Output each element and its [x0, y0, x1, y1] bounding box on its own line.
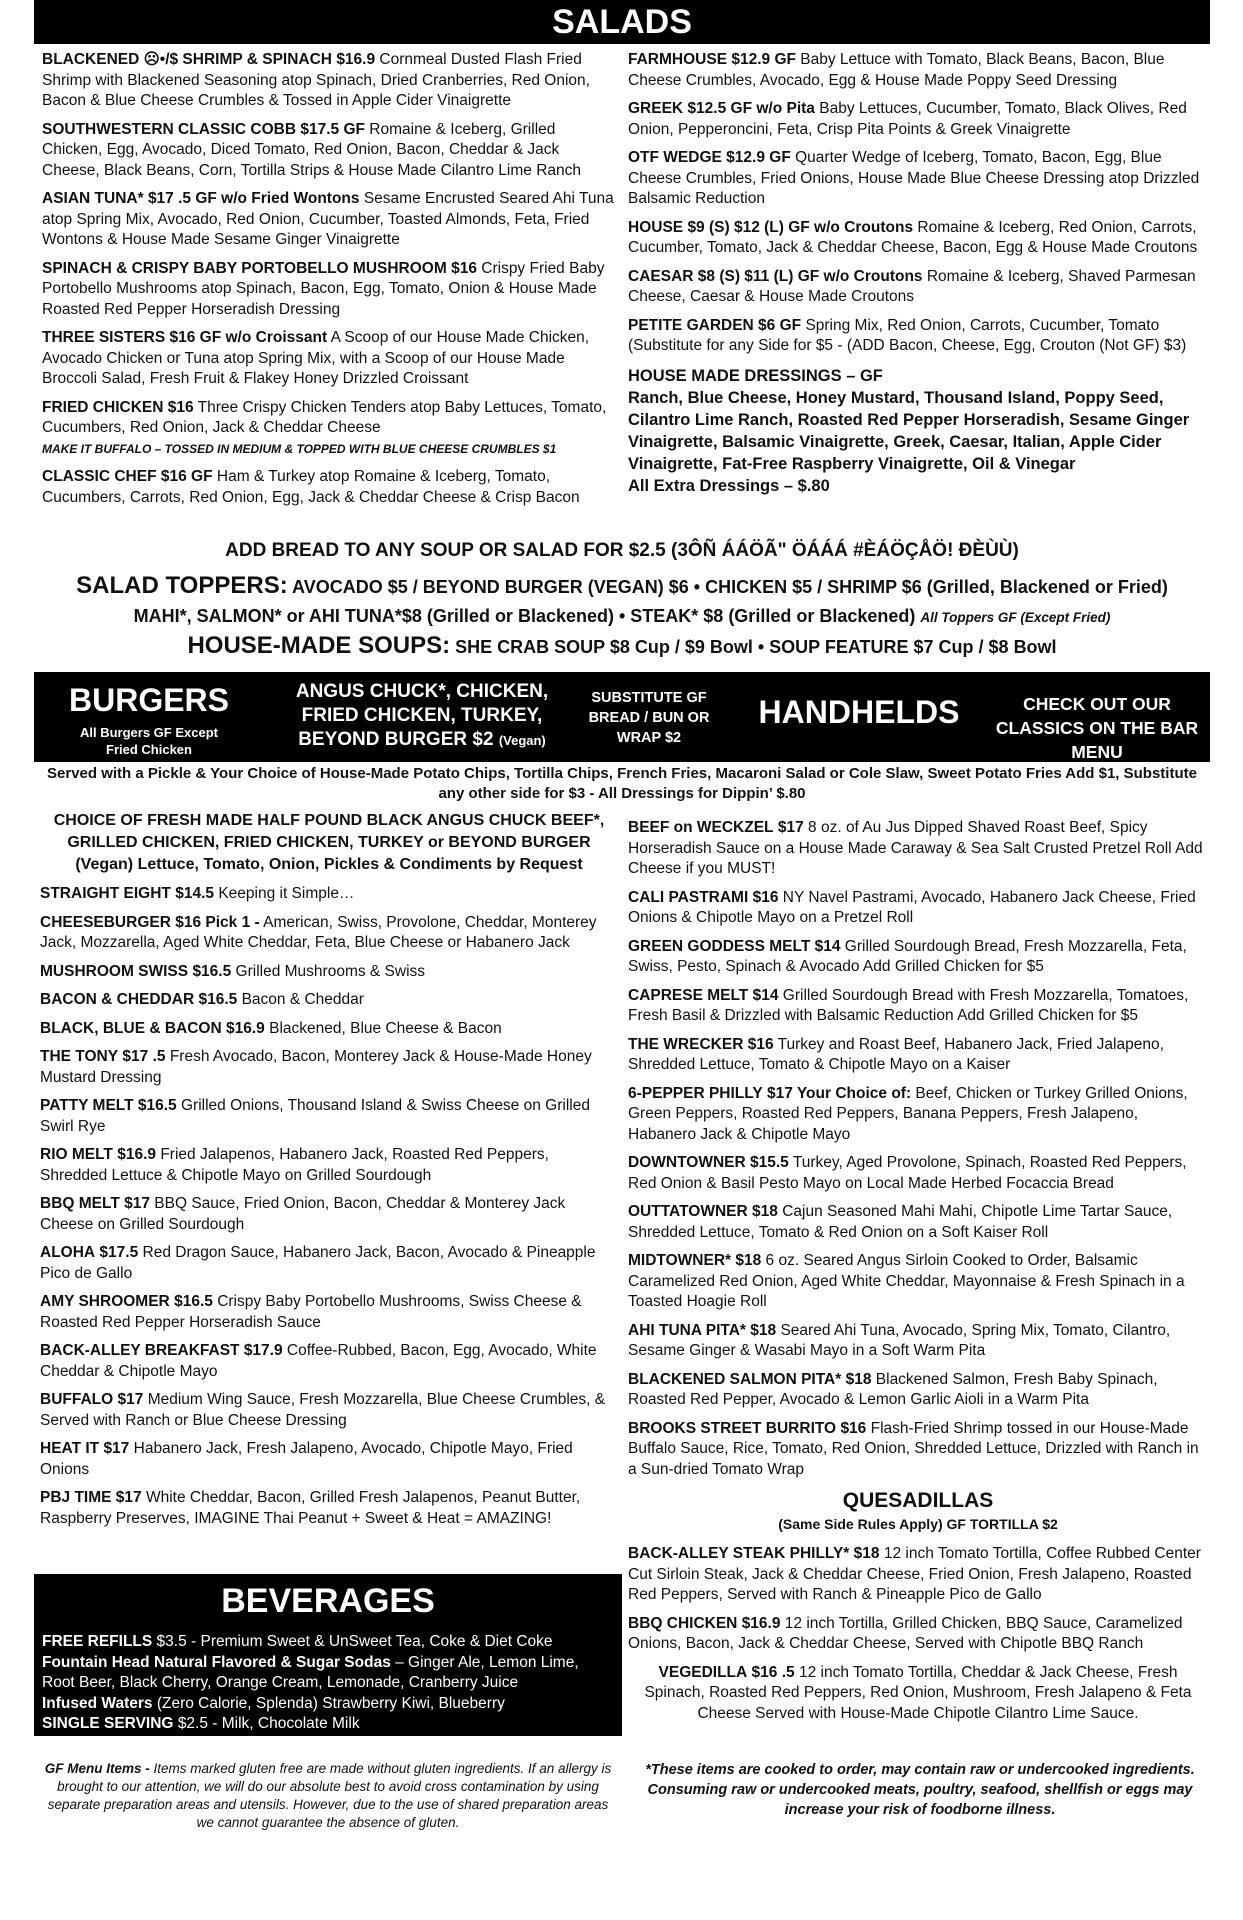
item-desc: Cajun Seasoned Mahi Mahi, Chipotle Lime Tartar Sauce, Shredded Lettuce, Tomato & Red Onion on a Soft Kaiser Roll: [628, 1203, 1173, 1241]
list-item: [628, 1321, 1208, 1362]
item-name: FREE REFILLS: [42, 1633, 153, 1650]
item-price: $16 .5: [751, 1663, 795, 1681]
item-price: $18: [750, 1321, 777, 1339]
item-desc: Fried Jalapenos, Habanero Jack, Roasted Red Peppers, Shredded Lettuce & Chipotle Mayo on Grilled Sourdough: [40, 1146, 549, 1184]
item-desc: (Zero Calorie, Splenda) Strawberry Kiwi, Blueberry: [156, 1694, 505, 1712]
item-name: FRIED CHICKEN: [42, 398, 164, 416]
item-desc: A Scoop of our House Made Chicken, Avocado Chicken or Tuna atop Spring Mix, with a Scoop of our House Made Broccoli Salad, Fresh Fruit & Flakey Honey Drizzled Croissant: [42, 329, 590, 387]
item-note: MAKE IT BUFFALO – TOSSED IN MEDIUM & TOPPED WITH BLUE CHEESE CRUMBLES $1: [42, 441, 557, 456]
item-price: $16: [747, 1035, 774, 1053]
quesadillas-sub: (Same Side Rules Apply) GF TORTILLA $2: [778, 1516, 1058, 1532]
list-item: [628, 148, 1208, 210]
item-name: GREEN GODDESS MELT: [628, 937, 811, 955]
list-item: [42, 1694, 614, 1715]
list-item: [40, 1096, 618, 1137]
item-desc: Sesame Encrusted Seared Ahi Tuna atop Spring Mix, Avocado, Red Onion, Cucumber, Toasted Almonds, Feta, Fried Wontons & House Made Sesame Ginger Vinaigrette: [42, 190, 614, 248]
classics-note: CHECK OUT OUR CLASSICS ON THE BAR MENU: [995, 694, 1199, 762]
item-desc: $3.5 - Premium Sweet & UnSweet Tea, Coke & Diet Coke: [156, 1633, 553, 1650]
item-desc: Blackened, Blue Cheese & Bacon: [269, 1019, 502, 1037]
list-item: [40, 1194, 618, 1235]
add-bread: ADD BREAD TO ANY SOUP OR SALAD FOR $2.5 (3ÔÑ ÁÁÖÃ" ÖÁÁÁ #ÈÁÖÇÅÖ! ÐÈÙÙ): [225, 540, 1019, 561]
item-price: $16.5: [192, 962, 232, 980]
item-desc: Flash-Fried Shrimp tossed in our House-Made Buffalo Sauce, Rice, Tomato, Red Onion, Shredded Lettuce, Drizzled with Ranch in a Sun-dried Tomato Wrap: [628, 1419, 1199, 1478]
item-name: BACON & CHEDDAR: [40, 991, 195, 1008]
item-price: $16.9: [336, 51, 376, 68]
item-name: AHI TUNA PITA*: [628, 1321, 746, 1339]
item-name: PETITE GARDEN: [628, 316, 754, 334]
item-desc: Grilled Sourdough Bread with Fresh Mozzarella, Tomatoes, Fresh Basil & Drizzled with Balsamic Reduction Add Grilled Chicken for $5: [628, 986, 1189, 1024]
list-item: [42, 1653, 614, 1694]
dressings-title: HOUSE MADE DRESSINGS – GF: [628, 366, 883, 385]
list-item: [628, 1251, 1208, 1313]
item-price: $17 Your Choice of:: [766, 1084, 912, 1102]
item-price: $16.9: [226, 1019, 265, 1037]
item-name: CALI PASTRAMI: [628, 888, 749, 906]
item-name: CAESAR: [628, 267, 694, 285]
quesadillas-title: QUESADILLAS: [842, 1489, 994, 1512]
list-item: [42, 259, 614, 321]
item-desc: Beef, Chicken or Turkey Grilled Onions, Green Peppers, Roasted Red Peppers, Banana Peppers, Fresh Jalapeno, Habanero Jack & Chipotle Mayo: [628, 1084, 1188, 1143]
item-desc: Romaine & Iceberg, Red Onion, Carrots, Cucumber, Tomato, Jack & Cheddar Cheese, Bacon, Egg & House Made Croutons: [628, 218, 1198, 256]
item-desc: Grilled Mushrooms & Swiss: [235, 962, 426, 980]
item-desc: BBQ Sauce, Fried Onion, Bacon, Cheddar & Monterey Jack Cheese on Grilled Sourdough: [40, 1195, 566, 1233]
item-desc: Crispy Baby Portobello Mushrooms, Swiss Cheese & Roasted Red Pepper Horseradish Sauce: [40, 1293, 582, 1331]
item-desc: Turkey and Roast Beef, Habanero Jack, Fried Jalapeno, Shredded Lettuce, Tomato & Chipotle Mayo on a Kaiser: [628, 1035, 1164, 1073]
list-item: [42, 1714, 614, 1735]
salads-left-column: [42, 50, 614, 516]
item-price: $12.5 GF w/o Pita: [687, 100, 815, 117]
item-desc: Keeping it Simple…: [218, 885, 355, 902]
list-item: [40, 990, 618, 1011]
burgers-intro: CHOICE OF FRESH MADE HALF POUND BLACK ANGUS CHUCK BEEF*, GRILLED CHICKEN, FRIED CHICKEN, TURKEY or BEYOND BURGER (Vegan) Lettuce, Tomato, Onion, Pickles & Condiments by Request: [53, 812, 605, 873]
salads-header: [34, 0, 1210, 44]
item-price: $17.5: [99, 1244, 139, 1261]
list-item: [40, 1243, 618, 1284]
item-price: $8 (S) $11 (L) GF w/o Croutons: [697, 267, 923, 285]
house-made-soups: [34, 632, 1210, 660]
list-item: [42, 467, 614, 508]
list-item: [628, 1202, 1208, 1243]
item-price: $17: [124, 1195, 150, 1212]
item-desc: Bacon & Cheddar: [241, 991, 364, 1008]
item-price: $16: [752, 888, 779, 906]
item-desc: 6 oz. Seared Angus Sirloin Cooked to Order, Balsamic Caramelized Red Onion, Aged White Cheddar, Mayonnaise & Fresh Spinach in a Toasted Hoagie Roll: [628, 1252, 1185, 1310]
burgers-handhelds-header: [34, 672, 1210, 762]
item-price: $18: [853, 1545, 880, 1562]
item-desc: White Cheddar, Bacon, Grilled Fresh Jalapenos, Peanut Butter, Raspberry Preserves, IMAGINE Thai Peanut + Sweet & Heat = AMAZING!: [40, 1489, 581, 1527]
item-name: Fountain Head Natural Flavored & Sugar Sodas: [42, 1653, 391, 1671]
item-price: $16.5: [174, 1293, 213, 1310]
item-price: $6 GF: [758, 316, 802, 334]
item-desc: Romaine & Iceberg, Grilled Chicken, Egg, Avocado, Diced Tomato, Red Onion, Bacon, Cheddar & Jack Cheese, Black Beans, Corn, Tortilla Strips & House Made Cilantro Lime Ranch: [42, 120, 582, 179]
burgers-title: BURGERS: [68, 682, 229, 718]
item-price: $16.5: [198, 991, 238, 1008]
dressings-extra: All Extra Dressings – $.80: [628, 476, 830, 495]
item-name: HOUSE: [628, 218, 684, 236]
item-price: $17: [115, 1489, 142, 1506]
list-item: [628, 267, 1208, 308]
protein-options: [272, 680, 572, 753]
item-name: SPINACH & CRISPY BABY PORTOBELLO MUSHROOM: [42, 259, 447, 277]
list-item: [628, 99, 1208, 140]
item-name: OUTTATOWNER: [628, 1203, 748, 1220]
item-price: $16: [840, 1419, 867, 1437]
item-desc: NY Navel Pastrami, Avocado, Habanero Jack Cheese, Fried Onions & Chipotle Mayo on a Pretzel Roll: [628, 888, 1196, 926]
item-price: $17: [103, 1440, 130, 1457]
raw-food-warning: *These items are cooked to order, may contain raw or undercooked ingredients. Consuming raw or undercooked meats, poultry, seafood, shellfish or eggs may increase your risk of foodborne illness.: [645, 1762, 1195, 1818]
item-price: $17: [777, 819, 804, 836]
item-name: CAPRESE MELT: [628, 986, 749, 1004]
item-desc: Red Dragon Sauce, Habanero Jack, Bacon, Avocado & Pineapple Pico de Gallo: [40, 1244, 596, 1282]
burgers-sub: All Burgers GF Except Fried Chicken: [80, 725, 218, 757]
item-price: $16 Pick 1 -: [175, 913, 260, 931]
list-item: [628, 937, 1208, 978]
toppers-note: All Toppers GF (Except Fried): [920, 610, 1111, 625]
item-price: $14: [752, 986, 779, 1004]
item-name: HEAT IT: [40, 1440, 100, 1457]
item-price: $16.9: [741, 1614, 781, 1632]
salads-title: SALADS: [552, 3, 692, 41]
salad-toppers-2: [34, 606, 1210, 627]
item-price: $16.5: [137, 1097, 177, 1114]
item-name: PBJ TIME: [40, 1489, 112, 1506]
item-price: $16 GF w/o Croissant: [169, 329, 328, 346]
item-desc: Medium Wing Sauce, Fresh Mozzarella, Blue Cheese Crumbles, & Served with Ranch or Blue Cheese Dressing: [40, 1391, 606, 1429]
list-item: [40, 1292, 618, 1333]
item-name: BBQ MELT: [40, 1195, 120, 1212]
list-item: [40, 962, 618, 983]
item-price: $9 (S) $12 (L) GF w/o Croutons: [687, 218, 914, 236]
item-desc: Crispy Fried Baby Portobello Mushrooms atop Spinach, Bacon, Egg, Tomato, Onion & House Made Roasted Red Pepper Horseradish Dressing: [42, 259, 605, 318]
item-price: $18: [845, 1370, 872, 1388]
item-name: KIDS JUICE BOXES: [42, 1735, 188, 1753]
item-price: $17: [117, 1391, 144, 1408]
list-item: [42, 189, 614, 251]
item-desc: Blackened Salmon, Fresh Baby Spinach, Roasted Red Pepper, Avocado & Lemon Garlic Aioli in a Warm Pita: [628, 1370, 1158, 1408]
item-name: Infused Waters: [42, 1694, 153, 1712]
item-name: MUSHROOM SWISS: [40, 962, 189, 980]
item-desc: Fresh Avocado, Bacon, Monterey Jack & House-Made Honey Mustard Dressing: [40, 1048, 592, 1086]
item-desc: Habanero Jack, Fresh Jalapeno, Avocado, Chipotle Mayo, Fried Onions: [40, 1440, 573, 1478]
list-item: [40, 1439, 618, 1480]
list-item: [42, 120, 614, 182]
item-name: AMY SHROOMER: [40, 1293, 170, 1310]
item-desc: Baby Lettuce with Tomato, Black Beans, Bacon, Blue Cheese Crumbles, Avocado, Egg & House Made Poppy Seed Dressing: [628, 51, 1165, 89]
item-name: OTF WEDGE: [628, 149, 722, 166]
item-name: BLACKENED SALMON PITA*: [628, 1370, 842, 1388]
list-item: [40, 1019, 618, 1040]
item-desc: $2.5 - Milk, Chocolate Milk: [177, 1715, 360, 1732]
item-desc: Seared Ahi Tuna, Avocado, Spring Mix, Tomato, Cilantro, Sesame Ginger & Wasabi Mayo in a Soft Warm Pita: [628, 1321, 1171, 1359]
beverages-list: [34, 1628, 622, 1753]
item-name: SINGLE SERVING: [42, 1715, 174, 1732]
item-price: $17 .5: [122, 1048, 166, 1065]
item-price: $15.5: [750, 1154, 789, 1171]
item-name: GREEK: [628, 100, 684, 117]
item-price: $12.9 GF: [726, 149, 791, 166]
item-price: $16: [167, 398, 194, 416]
item-desc: Romaine & Iceberg, Shaved Parmesan Cheese, Caesar & House Made Croutons: [628, 267, 1196, 305]
salad-toppers: [34, 572, 1210, 600]
gf-note-label: GF Menu Items -: [44, 1761, 150, 1776]
protein-list: ANGUS CHUCK*, CHICKEN, FRIED CHICKEN, TURKEY, BEYOND BURGER $2: [295, 681, 549, 750]
served-with: Served with a Pickle & Your Choice of House-Made Potato Chips, Tortilla Chips, French Fries, Macaroni Salad or Cole Slaw, Sweet Potato Fries Add $1, Substitute any other side for $3 - All Dressings for Dippin’ $.80: [47, 765, 1197, 802]
beverages-title: BEVERAGES: [221, 1582, 435, 1620]
list-item: [628, 1153, 1208, 1194]
item-name: THE WRECKER: [628, 1035, 744, 1053]
item-desc: Three Crispy Chicken Tenders atop Baby Lettuces, Tomato, Cucumbers, Red Onion, Jack & Cheddar Cheese: [42, 398, 607, 436]
item-name: BBQ CHICKEN: [628, 1614, 738, 1632]
item-desc: 12 inch Tomato Tortilla, Coffee Rubbed Center Cut Sirloin Steak, Jack & Cheddar Cheese, Fried Onion, Fresh Jalapeno, Roasted Red Peppers, Served with Ranch & Pineapple Pico de Gallo: [628, 1545, 1201, 1603]
list-item: [628, 1370, 1208, 1411]
item-name: BLACK, BLUE & BACON: [40, 1019, 222, 1037]
item-price: $16 GF: [160, 468, 213, 485]
item-desc: American, Swiss, Provolone, Cheddar, Monterey Jack, Mozzarella, Aged White Cheddar, Feta, Blue Cheese or Habanero Jack: [40, 913, 597, 951]
item-name: THREE SISTERS: [42, 329, 166, 346]
item-desc: 12 inch Tomato Tortilla, Cheddar & Jack Cheese, Fresh Spinach, Roasted Red Peppers, Red Onion, Mushroom, Fresh Jalapeno & Feta Cheese Served with House-Made Chipotle Cilantro Lime Sauce.: [644, 1663, 1192, 1722]
item-desc: Coffee-Rubbed, Bacon, Egg, Avocado, White Cheddar & Chipotle Mayo: [40, 1342, 597, 1380]
item-desc: $2.5 - Apple or Punch: [191, 1735, 341, 1753]
list-item: [628, 1614, 1208, 1655]
handhelds-column: [628, 818, 1208, 1732]
item-name: 6-PEPPER PHILLY: [628, 1084, 763, 1102]
item-desc: Baby Lettuces, Cucumber, Tomato, Black Olives, Red Onion, Pepperoncini, Feta, Crisp Pita Points & Greek Vinaigrette: [628, 100, 1187, 138]
item-name: CHEESEBURGER: [40, 913, 171, 931]
soups-list: SHE CRAB SOUP $8 Cup / $9 Bowl • SOUP FEATURE $7 Cup / $8 Bowl: [455, 637, 1057, 657]
item-name: PATTY MELT: [40, 1097, 134, 1114]
list-item: [628, 1084, 1208, 1146]
item-price: $17 .5 GF w/o Fried Wontons: [147, 190, 360, 207]
gf-note: [40, 1760, 616, 1832]
item-price: $14.5: [175, 885, 214, 902]
burgers-column: [40, 810, 618, 1537]
list-item: [40, 1488, 618, 1529]
item-name: BEEF on WECKZEL: [628, 819, 774, 836]
item-price: $17.5 GF: [300, 120, 365, 138]
list-item: [42, 398, 614, 460]
item-price: $14: [814, 937, 841, 955]
item-name: THE TONY: [40, 1048, 119, 1065]
item-desc: Cornmeal Dusted Flash Fried Shrimp with Blackened Seasoning atop Spinach, Dried Cranberries, Red Onion, Bacon & Blue Cheese Crumbles & Tossed in Apple Cider Vinaigrette: [42, 51, 590, 109]
item-desc: Spring Mix, Red Onion, Carrots, Cucumber, Tomato (Substitute for any Side for $5 - (ADD Bacon, Cheese, Egg, Crouton (Not GF) $3): [628, 316, 1187, 354]
item-desc: – Ginger Ale, Lemon Lime, Root Beer, Black Cherry, Orange Cream, Lemonade, Cranberry Juice: [42, 1653, 579, 1691]
beverages-header: [34, 1574, 622, 1628]
list-item: [628, 1663, 1208, 1725]
item-name: ALOHA: [40, 1244, 96, 1261]
item-price: $12.9 GF: [731, 51, 796, 68]
item-name: BROOKS STREET BURRITO: [628, 1419, 837, 1437]
item-name: RIO MELT: [40, 1146, 113, 1163]
list-item: [628, 1544, 1208, 1606]
list-item: [42, 50, 614, 112]
gf-note-text: Items marked gluten free are made without gluten ingredients. If an allergy is brought to our attention, we will do our absolute best to avoid cross contamination by using separate preparation areas and utensils. However, due to the use of shared preparation areas we cannot guarantee the absence of gluten.: [47, 1761, 612, 1830]
item-desc: Turkey, Aged Provolone, Spinach, Roasted Red Peppers, Red Onion & Basil Pesto Mayo on Local Made Herbed Focaccia Bread: [628, 1154, 1187, 1192]
item-name: FARMHOUSE: [628, 51, 728, 68]
list-item: [40, 1047, 618, 1088]
list-item: [40, 1341, 618, 1382]
item-name: ASIAN TUNA*: [42, 190, 144, 207]
item-name: BACK-ALLEY STEAK PHILLY*: [628, 1545, 850, 1562]
item-desc: Grilled Onions, Thousand Island & Swiss Cheese on Grilled Swirl Rye: [40, 1097, 590, 1135]
item-name: BUFFALO: [40, 1391, 114, 1408]
item-desc: Grilled Sourdough Bread, Fresh Mozzarella, Feta, Swiss, Pesto, Spinach & Avocado Add Grilled Chicken for $5: [628, 937, 1187, 975]
item-desc: 8 oz. of Au Jus Dipped Shaved Roast Beef, Spicy Horseradish Sauce on a House Made Caraway & Sea Salt Crusted Pretzel Roll Add Cheese if you MUST!: [628, 819, 1203, 877]
dressings-list: Ranch, Blue Cheese, Honey Mustard, Thousand Island, Poppy Seed, Cilantro Lime Ranch, Roasted Red Pepper Horseradish, Sesame Ginger Vinaigrette, Balsamic Vinaigrette, Greek, Caesar, Italian, Apple Cider Vinaigrette, Fat-Free Raspberry Vinaigrette, Oil & Vinegar: [628, 388, 1190, 473]
list-item: [42, 328, 614, 390]
item-name: DOWNTOWNER: [628, 1154, 746, 1171]
item-name: CLASSIC CHEF: [42, 468, 157, 485]
item-desc: Ham & Turkey atop Romaine & Iceberg, Tomato, Cucumbers, Carrots, Red Onion, Egg, Jack & Cheddar Cheese & Crisp Bacon: [42, 468, 580, 506]
handhelds-title: HANDHELDS: [758, 694, 960, 730]
vegan-note: (Vegan): [498, 733, 546, 748]
list-item: [628, 1419, 1208, 1481]
soups-label: HOUSE-MADE SOUPS:: [187, 632, 451, 659]
item-price: $17.9: [243, 1342, 283, 1359]
item-name: VEGEDILLA: [658, 1663, 748, 1681]
list-item: [40, 913, 618, 954]
list-item: [628, 218, 1208, 259]
list-item: [628, 1035, 1208, 1076]
list-item: [42, 1632, 614, 1653]
item-name: BLACKENED ☹•/$ SHRIMP & SPINACH: [42, 51, 332, 68]
item-name: BACK-ALLEY BREAKFAST: [40, 1342, 240, 1359]
list-item: [628, 316, 1208, 357]
item-desc: Quarter Wedge of Iceberg, Tomato, Bacon, Egg, Blue Cheese Crumbles, Fried Onions, House Made Blue Cheese Dressing atop Drizzled Balsamic Reduction: [628, 149, 1200, 207]
item-price: $18: [752, 1203, 778, 1220]
toppers-line-2: MAHI*, SALMON* or AHI TUNA*$8 (Grilled or Blackened) • STEAK* $8 (Grilled or Blackened): [133, 606, 916, 626]
item-desc: 12 inch Tortilla, Grilled Chicken, BBQ Sauce, Caramelized Onions, Bacon, Jack & Cheddar Cheese, Served with Chipotle BBQ Ranch: [628, 1614, 1183, 1652]
item-price: $16.9: [117, 1146, 157, 1163]
list-item: [628, 50, 1208, 91]
item-name: SOUTHWESTERN CLASSIC COBB: [42, 120, 297, 138]
toppers-line-1: AVOCADO $5 / BEYOND BURGER (VEGAN) $6 • CHICKEN $5 / SHRIMP $6 (Grilled, Blackened or Fried): [292, 577, 1168, 597]
dressings: [628, 365, 1208, 497]
item-price: $16: [451, 259, 477, 277]
list-item: [40, 1390, 618, 1431]
salads-right-column: [628, 50, 1208, 497]
list-item: [628, 986, 1208, 1027]
item-name: MIDTOWNER*: [628, 1252, 732, 1269]
list-item: [42, 1735, 614, 1756]
item-price: $18: [735, 1252, 762, 1269]
list-item: [40, 1145, 618, 1186]
list-item: [40, 884, 618, 905]
toppers-label: SALAD TOPPERS:: [76, 572, 288, 599]
substitute-note: SUBSTITUTE GF BREAD / BUN OR WRAP $2: [588, 690, 710, 746]
list-item: [628, 818, 1208, 880]
item-name: STRAIGHT EIGHT: [40, 885, 171, 902]
list-item: [628, 888, 1208, 929]
